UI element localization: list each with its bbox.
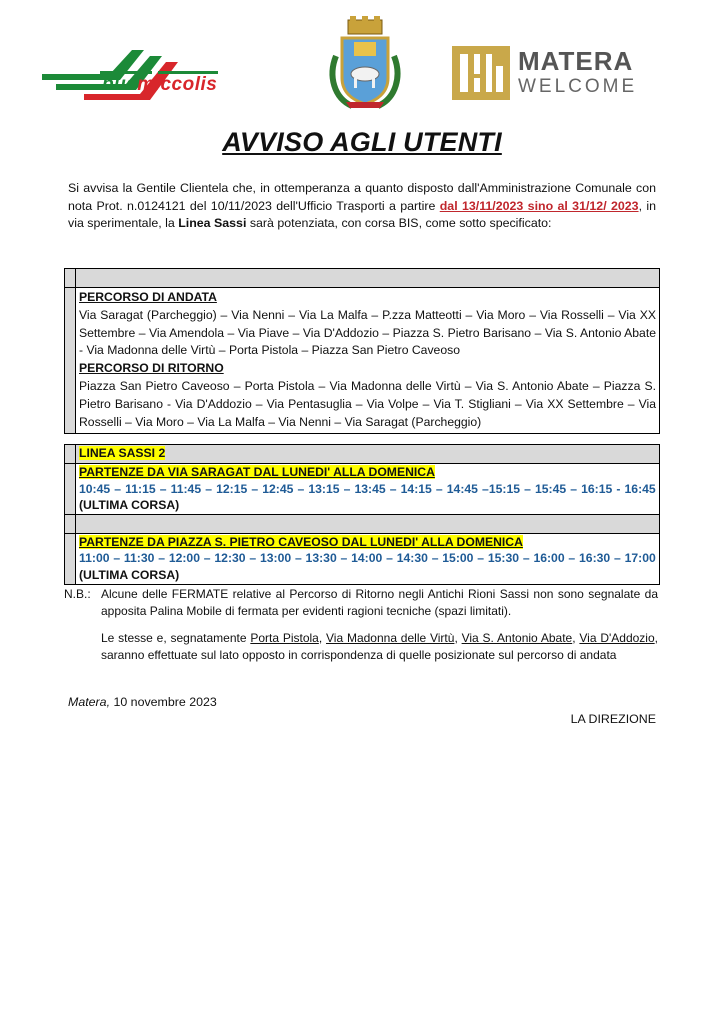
- dep2-last-run: (ULTIMA CORSA): [79, 567, 180, 582]
- departure-time: –: [570, 481, 578, 496]
- departure-time: 11:30: [123, 551, 155, 566]
- departure-time: 14:15: [400, 481, 432, 496]
- dep1-title: PARTENZE DA VIA SARAGAT DAL LUNEDI' ALLA DOMENICA: [79, 465, 435, 479]
- schedule-spacer-row: [65, 514, 660, 533]
- departure-time: 12:00: [168, 551, 200, 566]
- route-ritorno-title: PERCORSO DI RITORNO: [79, 361, 224, 376]
- departure-time: –: [203, 551, 211, 566]
- table-shaded-cell: [76, 445, 660, 464]
- departure-time: 13:45: [354, 481, 386, 496]
- notes-section: [64, 586, 658, 664]
- route-ritorno-stops: Piazza San Pietro Caveoso – Porta Pistola – Via Madonna delle Virtù – Via S. Antonio Abate – Piazza S. Pietro Barisano - Via D'Addozio – Via Pentasuglia – Via Volpe – Via T. Stigliani – Via XX Settembre – Via Rosselli – Via Moro – Via La Malfa – Via Nenni – Via Saragat (Parcheggio): [79, 378, 656, 429]
- intro-text: Si avvisa la Gentile Clientela che, in ottemperanza a quanto disposto dall'Amministrazione Comunale con nota Prot. n.0124121 del 10/11/2023 dell'Ufficio Trasporti a partire: [68, 181, 656, 213]
- departure-time: –: [249, 551, 257, 566]
- departure-time: 17:00: [624, 551, 656, 566]
- intro-paragraph: [68, 180, 656, 233]
- table-side-cell: [65, 288, 76, 434]
- departure-time: 11:00: [79, 551, 110, 566]
- matera-coat-of-arms-icon: [326, 16, 404, 112]
- departure-time: 13:15: [308, 481, 340, 496]
- stop-porta-pistola: Porta Pistola: [250, 631, 319, 645]
- table-shaded-cell: [76, 514, 660, 533]
- table-side-cell: [65, 533, 76, 584]
- routes-cell: [76, 288, 660, 434]
- departure-time: 11:45: [170, 481, 202, 496]
- departure-time: 10:45: [79, 481, 111, 496]
- departure-time: 14:30: [396, 551, 428, 566]
- signature: LA DIREZIONE: [570, 712, 656, 726]
- stop-via-daddozio: Via D'Addozio: [579, 631, 655, 645]
- table-side-cell: [65, 514, 76, 533]
- dep2-title: PARTENZE DA PIAZZA S. PIETRO CAVEOSO DAL LUNEDI' ALLA DOMENICA: [79, 534, 523, 549]
- departure-time: –: [158, 551, 165, 566]
- notes-label: N.B.:: [64, 587, 91, 601]
- departure-time: 13:00: [259, 551, 292, 566]
- dep1-times: [79, 481, 656, 498]
- departure-time: –: [435, 481, 443, 496]
- busmiccolis-wordmark: busmiccolis: [102, 74, 218, 95]
- schedule-line-row: [65, 445, 660, 464]
- intro-text-3: sarà potenziata, con corsa BIS, come sotto specificato:: [246, 216, 552, 231]
- departure-time: 16:15: [581, 481, 613, 496]
- departure-time: –: [568, 551, 576, 566]
- schedule-dep1-row: [65, 464, 660, 515]
- departure-time: 12:30: [214, 551, 246, 566]
- stop-madonna-delle-virtu: Via Madonna delle Virtù: [326, 631, 455, 645]
- departure-time: 12:15: [216, 481, 248, 496]
- departure-time: 16:45: [624, 481, 656, 496]
- departure-time: –: [297, 481, 305, 496]
- schedule-table: [64, 444, 660, 585]
- departure-time: –: [159, 481, 167, 496]
- schedule-dep2-row: [65, 533, 660, 584]
- dep2-times: [79, 550, 656, 567]
- place-date: Matera, 10 novembre 2023: [68, 695, 217, 709]
- departure-time: –: [205, 481, 212, 496]
- departure-time: 14:45: [446, 481, 478, 496]
- table-side-cell: [65, 445, 76, 464]
- departure-time: –: [431, 551, 439, 566]
- page-title: AVVISO AGLI UTENTI: [222, 127, 502, 157]
- dep1-last-run: (ULTIMA CORSA): [79, 498, 180, 513]
- departure-time: 14:00: [351, 551, 383, 566]
- note-2: Le stesse e, segnatamente Porta Pistola, Via Madonna delle Virtù, Via S. Antonio Abate, Via D'Addozio, saranno effettuate sul lato opposto in corrispondenza di quelle posizionate sul percorso di andata: [101, 631, 658, 662]
- departure-time: –: [477, 551, 485, 566]
- note-1: Alcune delle FERMATE relative al Percorso di Ritorno negli Antichi Rioni Sassi non sono segnalate da apposita Palina Mobile di fermata per evidenti ragioni tecniche (spazi limitati).: [101, 587, 658, 618]
- route-andata-title: PERCORSO DI ANDATA: [79, 290, 217, 304]
- routes-header-row: [65, 269, 660, 288]
- departure-time: –: [524, 481, 531, 496]
- departure-time: –: [251, 481, 259, 496]
- departure-time: –: [614, 551, 621, 566]
- departure-time: 16:00: [533, 551, 565, 566]
- departure-time: –: [389, 481, 397, 496]
- departure-time: -: [616, 481, 621, 496]
- dep1-cell: [76, 464, 660, 515]
- routes-body-row: [65, 288, 660, 434]
- departure-time: –15:15: [482, 481, 520, 496]
- departure-time: 15:30: [487, 551, 520, 566]
- departure-time: –: [386, 551, 393, 566]
- validity-period: dal 13/11/2023 sino al 31/12/ 2023: [439, 198, 639, 213]
- stop-s-antonio-abate: Via S. Antonio Abate: [461, 631, 573, 645]
- routes-table: [64, 268, 660, 434]
- departure-time: –: [343, 481, 351, 496]
- route-andata-stops: Via Saragat (Parcheggio) – Via Nenni – Via La Malfa – P.zza Matteotti – Via Moro – Via Rosselli – Via XX Settembre – Via Amendola – Via Piave – Via D'Addozio – Piazza S. Pietro Barisano – Via S. Antonio Abate - Via Madonna delle Virtù – Porta Pistola – Piazza San Pietro Caveoso: [79, 307, 656, 358]
- departure-time: –: [340, 551, 348, 566]
- matera-welcome-symbol-icon: [452, 46, 510, 100]
- line-label: LINEA SASSI 2: [79, 446, 166, 460]
- dep2-cell: [76, 533, 660, 584]
- departure-time: 11:15: [125, 481, 156, 496]
- intro-text-2: , in via sperimentale, la: [68, 198, 657, 231]
- busmiccolis-logo: [40, 40, 280, 104]
- table-side-cell: [65, 269, 76, 288]
- departure-time: 15:45: [534, 481, 567, 496]
- matera-welcome-logo: MATERA WELCOME: [452, 46, 662, 100]
- departure-time: 13:30: [305, 551, 337, 566]
- departure-time: 16:30: [579, 551, 611, 566]
- departure-time: –: [294, 551, 302, 566]
- table-shaded-cell: [76, 269, 660, 288]
- departure-time: 12:45: [262, 481, 294, 496]
- departure-time: 15:00: [442, 551, 474, 566]
- line-name: Linea Sassi: [178, 216, 247, 231]
- departure-time: –: [113, 551, 121, 566]
- table-side-cell: [65, 464, 76, 515]
- departure-time: –: [114, 481, 122, 496]
- departure-time: –: [522, 551, 530, 566]
